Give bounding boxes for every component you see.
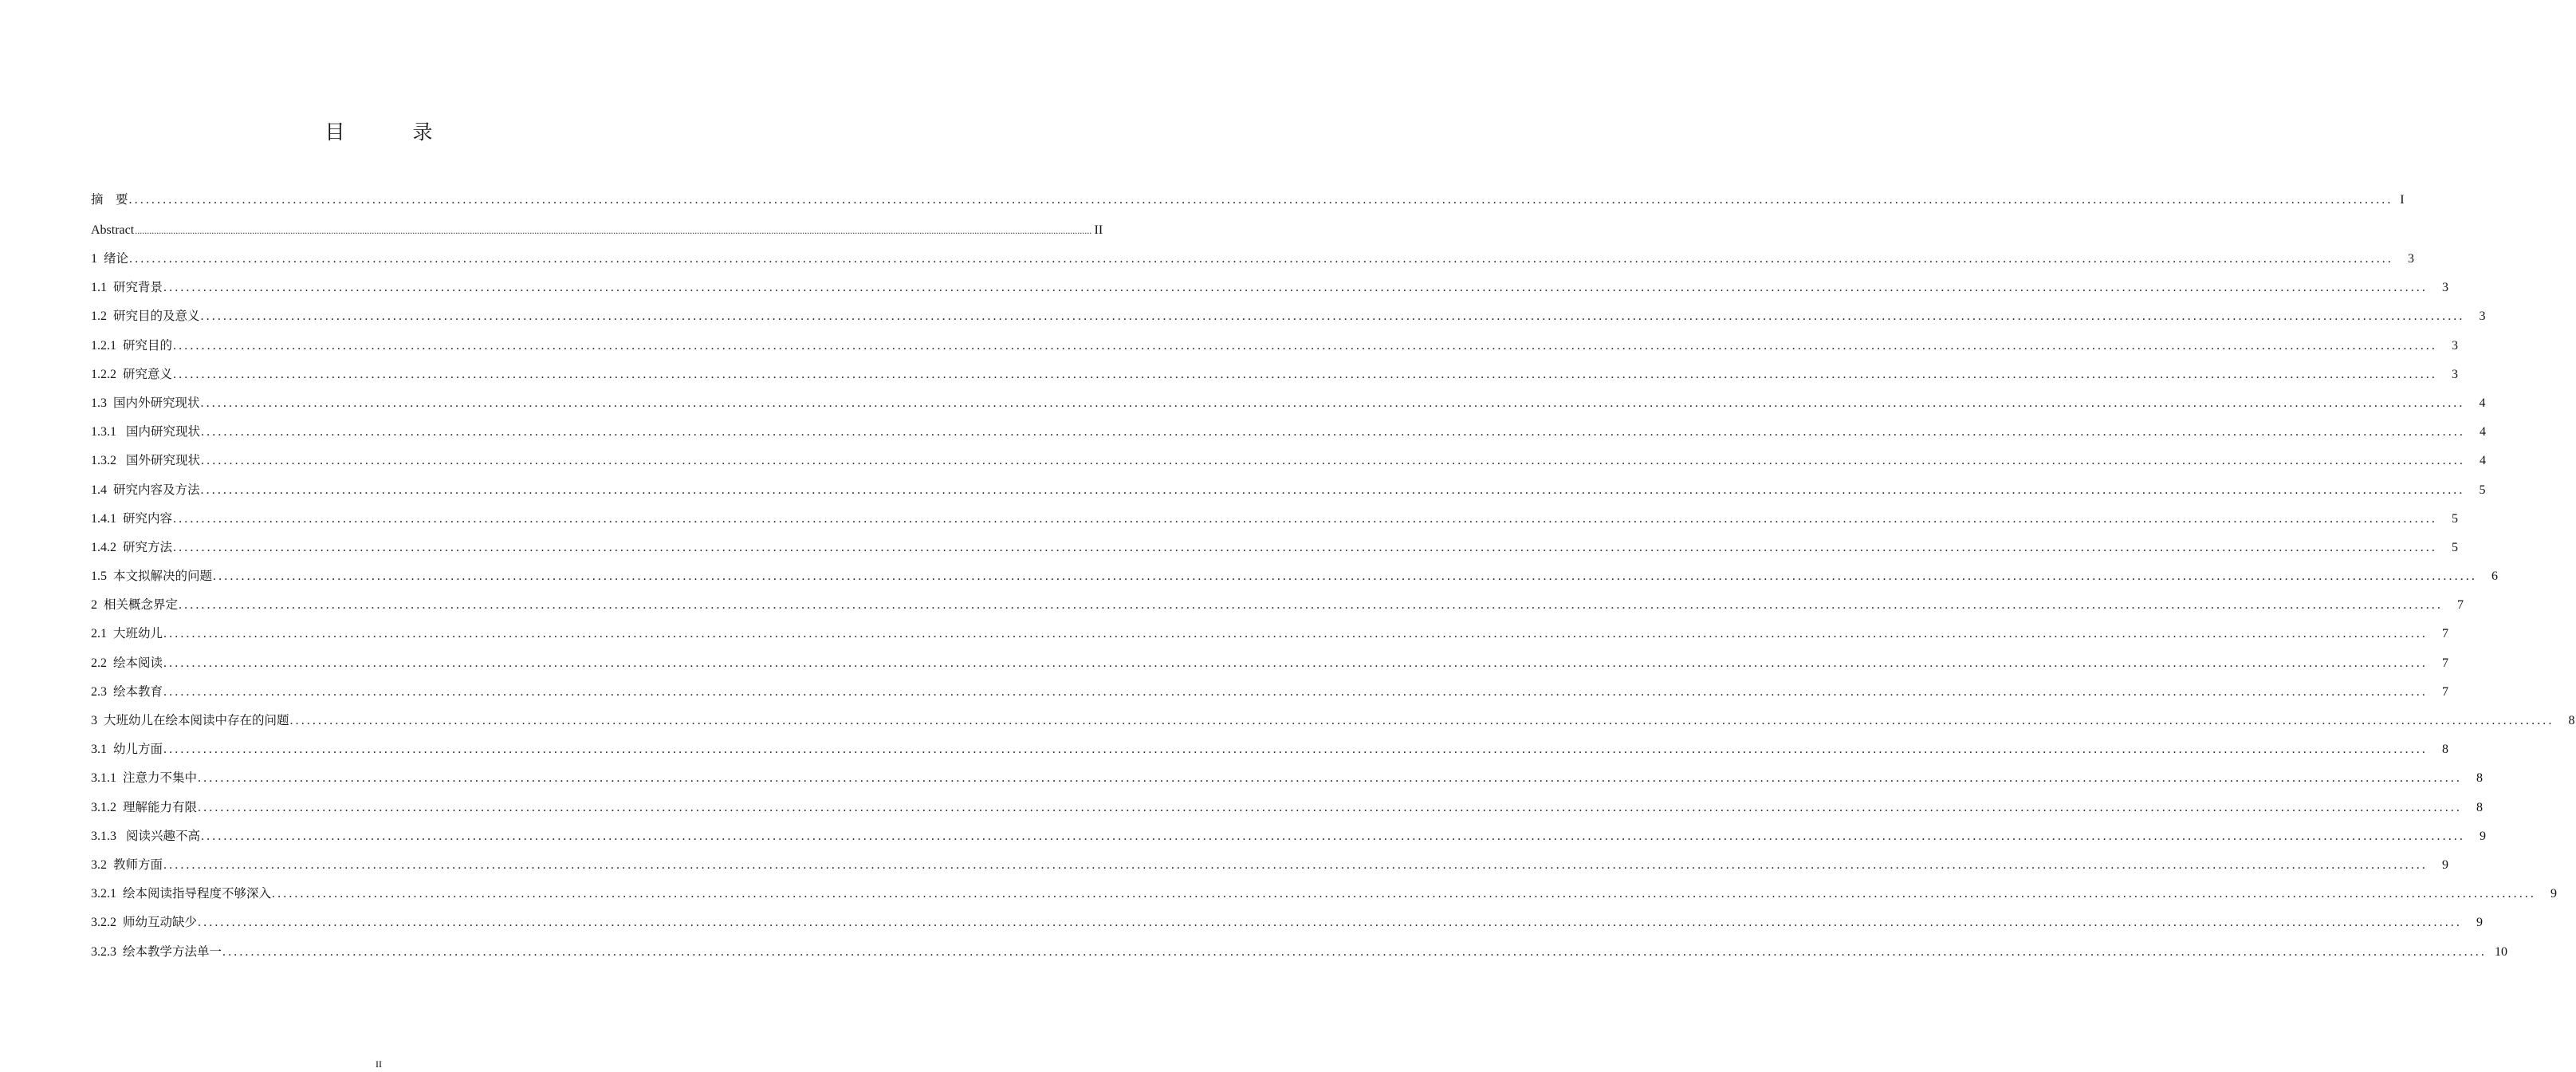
toc-dot-leader: ................................................................................................................................................................................................................................................................................................................................................................................................................ bbox=[198, 916, 2463, 930]
toc-entry-number: 3.2.1 bbox=[91, 887, 116, 901]
toc-entry-title: 绘本阅读 bbox=[113, 655, 163, 670]
table-of-contents bbox=[91, 188, 2575, 969]
toc-entry-page: 3 bbox=[2452, 367, 2459, 381]
toc-entry-label bbox=[91, 363, 172, 386]
toc-entry-title: Abstract bbox=[91, 223, 135, 237]
toc-entry-number: 1.4 bbox=[91, 483, 107, 497]
toc-dot-leader: ................................................................................................................................................................................................................................................................................................................................................................................................................ bbox=[200, 396, 2465, 410]
toc-entry[interactable] bbox=[91, 507, 2459, 536]
toc-entry-label bbox=[91, 392, 200, 415]
toc-dot-leader: ................................................................................................................................................................................................................................................................................................................................................................................................................ bbox=[163, 857, 2429, 872]
toc-entry-label bbox=[91, 305, 200, 328]
toc-entry-title: 本文拟解决的问题 bbox=[113, 569, 213, 584]
toc-entry-number: 3.1.1 bbox=[91, 771, 116, 786]
toc-entry-label bbox=[91, 652, 163, 675]
toc-entry-number: 1.2.2 bbox=[91, 367, 116, 381]
toc-entry[interactable] bbox=[91, 825, 2487, 853]
toc-entry[interactable] bbox=[91, 449, 2487, 478]
toc-entry-page: 9 bbox=[2550, 887, 2558, 901]
toc-dot-leader: ................................................................................................................................................................................................................................................................................................................................................................................................................ bbox=[222, 944, 2488, 959]
toc-entry-label bbox=[91, 449, 200, 472]
toc-dot-leader: ................................................................................................................................................................................................................................................................................................................................................................................................................ bbox=[272, 887, 2537, 901]
toc-entry-title: 理解能力有限 bbox=[123, 799, 198, 814]
toc-dot-leader: ................................................................................................................................................................................................................................................................................................................................................................................................................ bbox=[179, 598, 2444, 613]
toc-entry-number: 1.3 bbox=[91, 396, 107, 410]
toc-entry-number: 2 bbox=[91, 598, 97, 613]
toc-dot-leader: ................................................................................................................................................................................................................................................................................................................................................................................................................ bbox=[201, 454, 2466, 468]
toc-entry-page: 9 bbox=[2480, 829, 2487, 843]
toc-entry-page: 10 bbox=[2495, 944, 2508, 959]
toc-dot-leader: ................................................................................................................................................................................................................................................................................................................................................................................................................ bbox=[163, 743, 2429, 757]
footer-page-number: II bbox=[376, 1058, 382, 1070]
toc-entry-label bbox=[91, 622, 163, 645]
toc-entry-page: 7 bbox=[2457, 598, 2464, 613]
toc-entry-page: 9 bbox=[2476, 916, 2484, 930]
toc-entry-label bbox=[91, 825, 200, 848]
toc-entry-page: 6 bbox=[2491, 570, 2499, 584]
toc-dot-leader: ................................................................................................................................................................................................................................................................................................................................................................................................................ bbox=[163, 281, 2429, 295]
toc-entry-page: 4 bbox=[2480, 425, 2487, 439]
toc-entry-label bbox=[91, 882, 271, 905]
toc-entry-page: I bbox=[2400, 193, 2405, 207]
toc-entry-number: 1.1 bbox=[91, 281, 107, 295]
toc-entry-title: 教师方面 bbox=[113, 857, 163, 872]
toc-entry-title: 幼儿方面 bbox=[113, 742, 163, 757]
toc-entry-label bbox=[91, 420, 200, 443]
toc-entry-number: 3 bbox=[91, 714, 97, 727]
toc-entry-number: 1.5 bbox=[91, 570, 107, 584]
toc-entry-page: 3 bbox=[2408, 252, 2415, 266]
toc-entry[interactable] bbox=[91, 276, 2449, 305]
toc-entry-title: 相关概念界定 bbox=[104, 597, 179, 613]
toc-entry-title: 摘 要 bbox=[91, 192, 128, 207]
toc-entry-title: 大班幼儿 bbox=[113, 626, 163, 641]
toc-entry-number: 2.3 bbox=[91, 684, 107, 699]
toc-entry-title: 研究目的及意义 bbox=[113, 309, 200, 324]
toc-entry[interactable] bbox=[91, 334, 2459, 363]
toc-entry[interactable] bbox=[91, 940, 2508, 969]
toc-entry-title: 绘本教育 bbox=[113, 684, 163, 699]
toc-entry-number: 3.2.2 bbox=[91, 916, 116, 930]
toc-entry-label bbox=[91, 219, 134, 242]
toc-dot-leader: ................................................................................................................................................................................................................................................................................................................................................................................................................ bbox=[135, 225, 1092, 236]
toc-entry-page: 5 bbox=[2452, 540, 2459, 554]
toc-entry-label bbox=[91, 940, 222, 964]
page-title: 目 录 bbox=[324, 120, 457, 144]
toc-entry[interactable] bbox=[91, 392, 2486, 420]
toc-entry-page: II bbox=[1094, 223, 1103, 237]
toc-dot-leader: ................................................................................................................................................................................................................................................................................................................................................................................................................ bbox=[201, 425, 2466, 439]
toc-entry[interactable] bbox=[91, 738, 2449, 767]
toc-entry-page: 8 bbox=[2442, 743, 2449, 757]
toc-entry-page: 7 bbox=[2442, 627, 2449, 641]
toc-entry-label bbox=[91, 738, 163, 761]
toc-dot-leader: ................................................................................................................................................................................................................................................................................................................................................................................................................ bbox=[128, 193, 2393, 207]
toc-entry-number: 1.2.1 bbox=[91, 338, 116, 353]
toc-entry[interactable] bbox=[91, 536, 2459, 565]
toc-entry-page: 5 bbox=[2479, 483, 2486, 497]
toc-dot-leader: ................................................................................................................................................................................................................................................................................................................................................................................................................ bbox=[198, 771, 2463, 786]
toc-entry-page: 3 bbox=[2452, 338, 2459, 353]
toc-entry-number: 3.1.3 bbox=[91, 829, 116, 843]
toc-entry[interactable] bbox=[91, 305, 2486, 333]
toc-entry-page: 3 bbox=[2442, 281, 2449, 295]
toc-entry-number: 3.2 bbox=[91, 857, 107, 872]
toc-entry-page: 4 bbox=[2480, 454, 2487, 468]
toc-entry-title: 大班幼儿在绘本阅读中存在的问题 bbox=[104, 713, 289, 727]
toc-entry[interactable] bbox=[91, 219, 1103, 247]
toc-entry-title: 研究方法 bbox=[123, 539, 173, 554]
toc-entry-number: 3.1.2 bbox=[91, 800, 116, 814]
toc-dot-leader: ................................................................................................................................................................................................................................................................................................................................................................................................................ bbox=[163, 684, 2429, 699]
toc-dot-leader: ................................................................................................................................................................................................................................................................................................................................................................................................................ bbox=[200, 483, 2465, 497]
toc-entry-title: 研究目的 bbox=[123, 337, 173, 353]
toc-entry[interactable] bbox=[91, 796, 2484, 825]
toc-entry-title: 国内外研究现状 bbox=[113, 395, 200, 410]
toc-entry-number: 3.2.3 bbox=[91, 944, 116, 959]
toc-entry-label bbox=[91, 709, 289, 732]
toc-entry-label bbox=[91, 911, 197, 934]
toc-entry-page: 8 bbox=[2568, 714, 2575, 727]
toc-entry-title: 国外研究现状 bbox=[126, 453, 201, 468]
toc-entry[interactable] bbox=[91, 363, 2459, 392]
toc-entry-label bbox=[91, 334, 172, 357]
toc-entry-label bbox=[91, 247, 128, 270]
toc-entry-title: 绘本阅读指导程度不够深入 bbox=[123, 886, 272, 901]
toc-entry-title: 研究意义 bbox=[123, 366, 173, 381]
toc-entry[interactable] bbox=[91, 652, 2449, 680]
toc-dot-leader: ................................................................................................................................................................................................................................................................................................................................................................................................................ bbox=[163, 656, 2429, 670]
toc-entry-title: 研究内容及方法 bbox=[113, 482, 200, 497]
toc-entry-title: 绘本教学方法单一 bbox=[123, 944, 222, 959]
toc-entry-label bbox=[91, 507, 172, 530]
toc-dot-leader: ................................................................................................................................................................................................................................................................................................................................................................................................................ bbox=[173, 540, 2438, 554]
toc-entry-page: 9 bbox=[2442, 857, 2449, 872]
toc-entry-number: 1.4.2 bbox=[91, 540, 116, 554]
toc-entry[interactable] bbox=[91, 680, 2449, 709]
toc-entry-title: 研究内容 bbox=[123, 510, 173, 526]
toc-entry-label bbox=[91, 680, 163, 704]
toc-entry-label bbox=[91, 796, 197, 819]
toc-entry[interactable] bbox=[91, 911, 2484, 940]
toc-entry[interactable] bbox=[91, 593, 2464, 622]
toc-entry[interactable] bbox=[91, 247, 2415, 276]
toc-entry[interactable] bbox=[91, 882, 2558, 911]
toc-dot-leader: ................................................................................................................................................................................................................................................................................................................................................................................................................ bbox=[173, 367, 2438, 381]
toc-entry-number: 1.3.1 bbox=[91, 425, 116, 439]
toc-entry-label bbox=[91, 565, 212, 588]
toc-entry-number: 1 bbox=[91, 252, 97, 266]
toc-entry[interactable] bbox=[91, 420, 2487, 449]
toc-entry[interactable] bbox=[91, 479, 2486, 507]
toc-entry-label bbox=[91, 593, 178, 617]
toc-entry-number: 3.1 bbox=[91, 743, 107, 757]
toc-entry-title: 国内研究现状 bbox=[126, 424, 201, 439]
toc-entry-label bbox=[91, 767, 197, 790]
toc-entry-number: 2.1 bbox=[91, 627, 107, 641]
toc-dot-leader: ................................................................................................................................................................................................................................................................................................................................................................................................................ bbox=[289, 714, 2554, 727]
toc-entry-number: 1.4.1 bbox=[91, 511, 116, 526]
toc-dot-leader: ................................................................................................................................................................................................................................................................................................................................................................................................................ bbox=[198, 800, 2463, 814]
toc-entry-label bbox=[91, 188, 128, 211]
toc-entry-title: 研究背景 bbox=[113, 280, 163, 295]
toc-entry-page: 8 bbox=[2476, 800, 2484, 814]
toc-dot-leader: ................................................................................................................................................................................................................................................................................................................................................................................................................ bbox=[163, 627, 2429, 641]
toc-entry-page: 3 bbox=[2479, 309, 2486, 324]
toc-dot-leader: ................................................................................................................................................................................................................................................................................................................................................................................................................ bbox=[213, 570, 2478, 584]
toc-entry-label bbox=[91, 276, 163, 299]
toc-entry-label bbox=[91, 853, 163, 877]
toc-entry-title: 注意力不集中 bbox=[123, 770, 198, 786]
toc-entry-title: 绪论 bbox=[104, 251, 129, 266]
toc-dot-leader: ................................................................................................................................................................................................................................................................................................................................................................................................................ bbox=[173, 511, 2438, 526]
toc-entry[interactable] bbox=[91, 622, 2449, 651]
toc-entry-page: 4 bbox=[2479, 396, 2486, 410]
toc-entry[interactable] bbox=[91, 709, 2575, 738]
toc-entry-page: 5 bbox=[2452, 511, 2459, 526]
toc-entry-title: 阅读兴趣不高 bbox=[126, 828, 201, 843]
toc-entry[interactable] bbox=[91, 565, 2499, 593]
toc-dot-leader: ................................................................................................................................................................................................................................................................................................................................................................................................................ bbox=[173, 338, 2438, 353]
toc-entry-page: 8 bbox=[2476, 771, 2484, 786]
toc-entry-page: 7 bbox=[2442, 684, 2449, 699]
toc-entry-number: 1.2 bbox=[91, 309, 107, 324]
toc-entry-number: 1.3.2 bbox=[91, 454, 116, 468]
toc-dot-leader: ................................................................................................................................................................................................................................................................................................................................................................................................................ bbox=[129, 252, 2394, 266]
toc-entry[interactable] bbox=[91, 767, 2484, 795]
toc-entry[interactable] bbox=[91, 853, 2449, 882]
toc-entry[interactable] bbox=[91, 188, 2405, 219]
toc-entry-label bbox=[91, 536, 172, 559]
toc-entry-label bbox=[91, 479, 200, 502]
toc-entry-title: 师幼互动缺少 bbox=[123, 915, 198, 930]
toc-entry-number: 2.2 bbox=[91, 656, 107, 670]
toc-dot-leader: ................................................................................................................................................................................................................................................................................................................................................................................................................ bbox=[201, 829, 2466, 843]
toc-entry-page: 7 bbox=[2442, 656, 2449, 670]
toc-dot-leader: ................................................................................................................................................................................................................................................................................................................................................................................................................ bbox=[200, 309, 2465, 324]
